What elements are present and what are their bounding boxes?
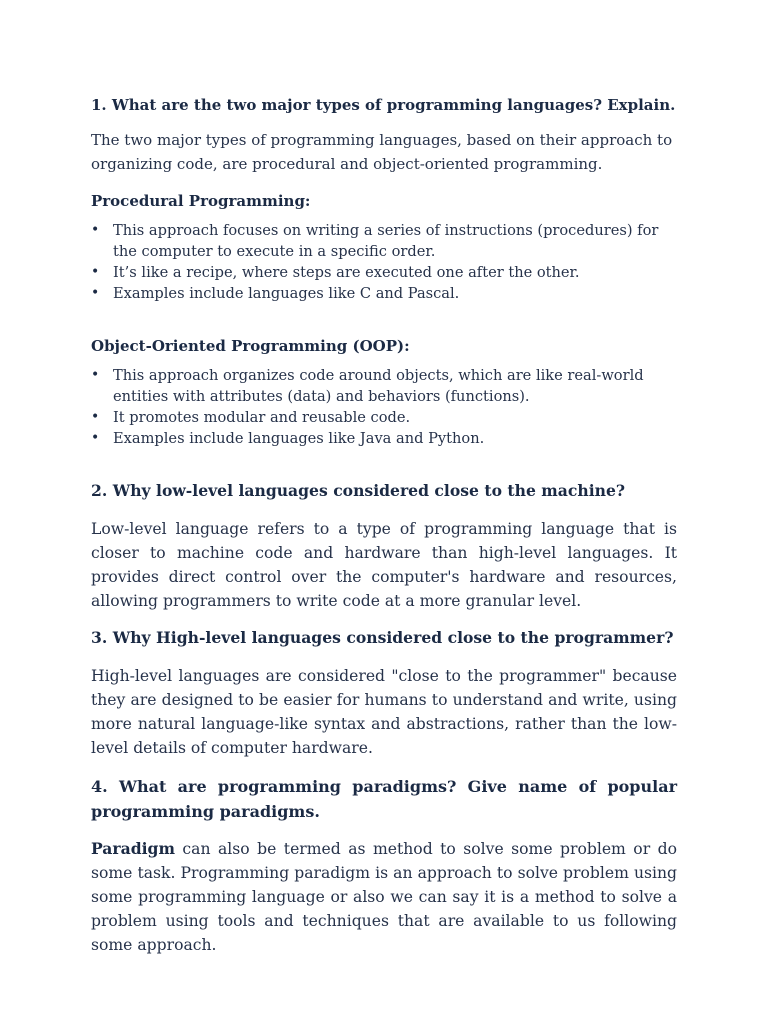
list-item — [91, 407, 677, 428]
paradigm-term: Paradigm — [91, 839, 175, 858]
bullet-icon: • — [91, 285, 100, 301]
question-3-body: High-level languages are considered "close to the programmer" because they are designed to be easier for humans to understand and write, using more natural language-like syntax and abstractions, rather than the low-level details of computer hardware. — [91, 667, 677, 757]
list-item — [91, 220, 677, 262]
bullet-icon: • — [91, 222, 100, 238]
list-item — [91, 283, 677, 304]
question-4-body — [91, 837, 677, 957]
question-4-body-text: can also be termed as method to solve some problem or do some task. Programming paradigm is an approach to solve problem using some programming language or also we can say it is a method to solve a problem using tools and techniques that are available to us following some approach. — [91, 840, 677, 954]
procedural-bullet-list — [91, 220, 677, 304]
bullet-icon: • — [91, 409, 100, 425]
list-item-text: It promotes modular and reusable code. — [113, 409, 411, 426]
bullet-icon: • — [91, 430, 100, 446]
list-item-text: Examples include languages like Java and Python. — [113, 430, 485, 447]
question-2-body: Low-level language refers to a type of programming language that is closer to machine code and hardware than high-level languages. It provides direct control over the computer's hardware and resources, allowing programmers to write code at a more granular level. — [91, 520, 677, 610]
list-item — [91, 262, 677, 283]
bullet-icon: • — [91, 367, 100, 383]
list-item-text: Examples include languages like C and Pascal. — [113, 285, 460, 302]
list-item-text: It’s like a recipe, where steps are executed one after the other. — [113, 264, 580, 281]
bullet-icon: • — [91, 264, 100, 280]
list-item-text: This approach organizes code around objects, which are like real-world entities with attributes (data) and behaviors (functions). — [113, 367, 644, 405]
oop-heading: Object-Oriented Programming (OOP): — [91, 337, 410, 355]
list-item — [91, 365, 677, 407]
list-item-text: This approach focuses on writing a series of instructions (procedures) for the computer to execute in a specific order. — [113, 222, 659, 260]
question-1-intro: The two major types of programming languages, based on their approach to organizing code, are procedural and object-oriented programming. — [91, 131, 673, 173]
question-4-title: 4. What are programming paradigms? Give name of popular programming paradigms. — [91, 777, 677, 821]
procedural-heading: Procedural Programming: — [91, 192, 311, 210]
oop-bullet-list — [91, 365, 677, 449]
question-1-title: 1. What are the two major types of programming languages? Explain. — [91, 96, 676, 114]
list-item — [91, 428, 677, 449]
question-3-title: 3. Why High-level languages considered close to the programmer? — [91, 628, 674, 647]
question-2-title: 2. Why low-level languages considered close to the machine? — [91, 481, 626, 500]
